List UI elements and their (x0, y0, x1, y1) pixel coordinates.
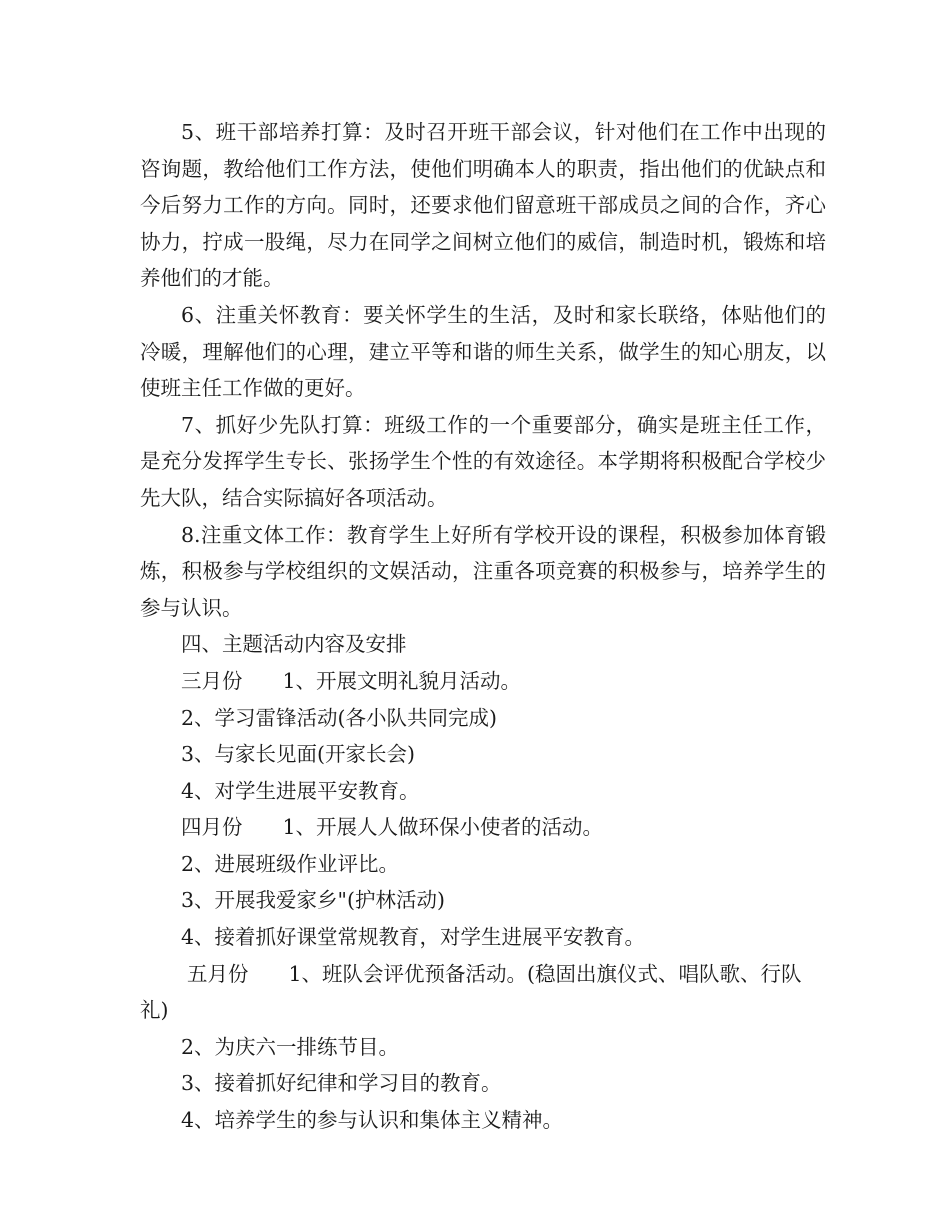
paragraph-sports-culture-work: 8.注重文体工作：教育学生上好所有学校开设的课程，积极参加体育锻炼，积极参与学校组织的文娱活动，注重各项竞赛的积极参与，培养学生的参与认识。 (140, 522, 826, 620)
list-item: 2、学习雷锋活动(各小队共同完成) (181, 705, 498, 730)
list-item: 3、接着抓好纪律和学习目的教育。 (181, 1071, 502, 1096)
document-body (140, 114, 826, 1139)
paragraph-class-cadre-plan: 5、班干部培养打算：及时召开班干部会议，针对他们在工作中出现的咨询题，教给他们工作方法，使他们明确本人的职责，指出他们的优缺点和今后努力工作的方向。同时，还要求他们留意班干部成员之间的合作，齐心协力，拧成一股绳，尽力在同学之间树立他们的威信，制造时机，锻炼和培养他们的才能。 (140, 120, 826, 291)
march-first-item (140, 663, 826, 700)
month-label-march: 三月份 (181, 668, 243, 693)
month-label-april: 四月份 (181, 815, 243, 840)
list-item: 1、开展文明礼貌月活动。 (282, 668, 522, 693)
section-heading: 四、主题活动内容及安排 (181, 632, 407, 657)
list-item: 4、接着抓好课堂常规教育，对学生进展平安教育。 (181, 925, 646, 950)
list-item: 4、对学生进展平安教育。 (181, 778, 420, 803)
list-item: 3、与家长见面(开家长会) (181, 742, 416, 767)
list-item: 1、开展人人做环保小使者的活动。 (282, 815, 604, 840)
month-label-may: 五月份 (187, 961, 249, 986)
list-item: 3、开展我爱家乡"(护林活动) (181, 888, 445, 913)
may-first-item (140, 956, 826, 1029)
list-item: 2、为庆六一排练节目。 (181, 1034, 400, 1059)
paragraph-young-pioneers-plan: 7、抓好少先队打算：班级工作的一个重要部分，确实是班主任工作，是充分发挥学生专长、张扬学生个性的有效途径。本学期将积极配合学校少先大队，结合实际搞好各项活动。 (140, 412, 826, 510)
april-first-item (140, 809, 826, 846)
list-item: 1、班队会评优预备活动。(稳固出旗仪式、唱队歌、行队礼) (140, 961, 802, 1023)
list-item: 2、进展班级作业评比。 (181, 851, 400, 876)
list-item: 4、培养学生的参与认识和集体主义精神。 (181, 1108, 564, 1133)
paragraph-care-education: 6、注重关怀教育：要关怀学生的生活，及时和家长联络，体贴他们的冷暖，理解他们的心理，建立平等和谐的师生关系，做学生的知心朋友，以使班主任工作做的更好。 (140, 302, 826, 401)
